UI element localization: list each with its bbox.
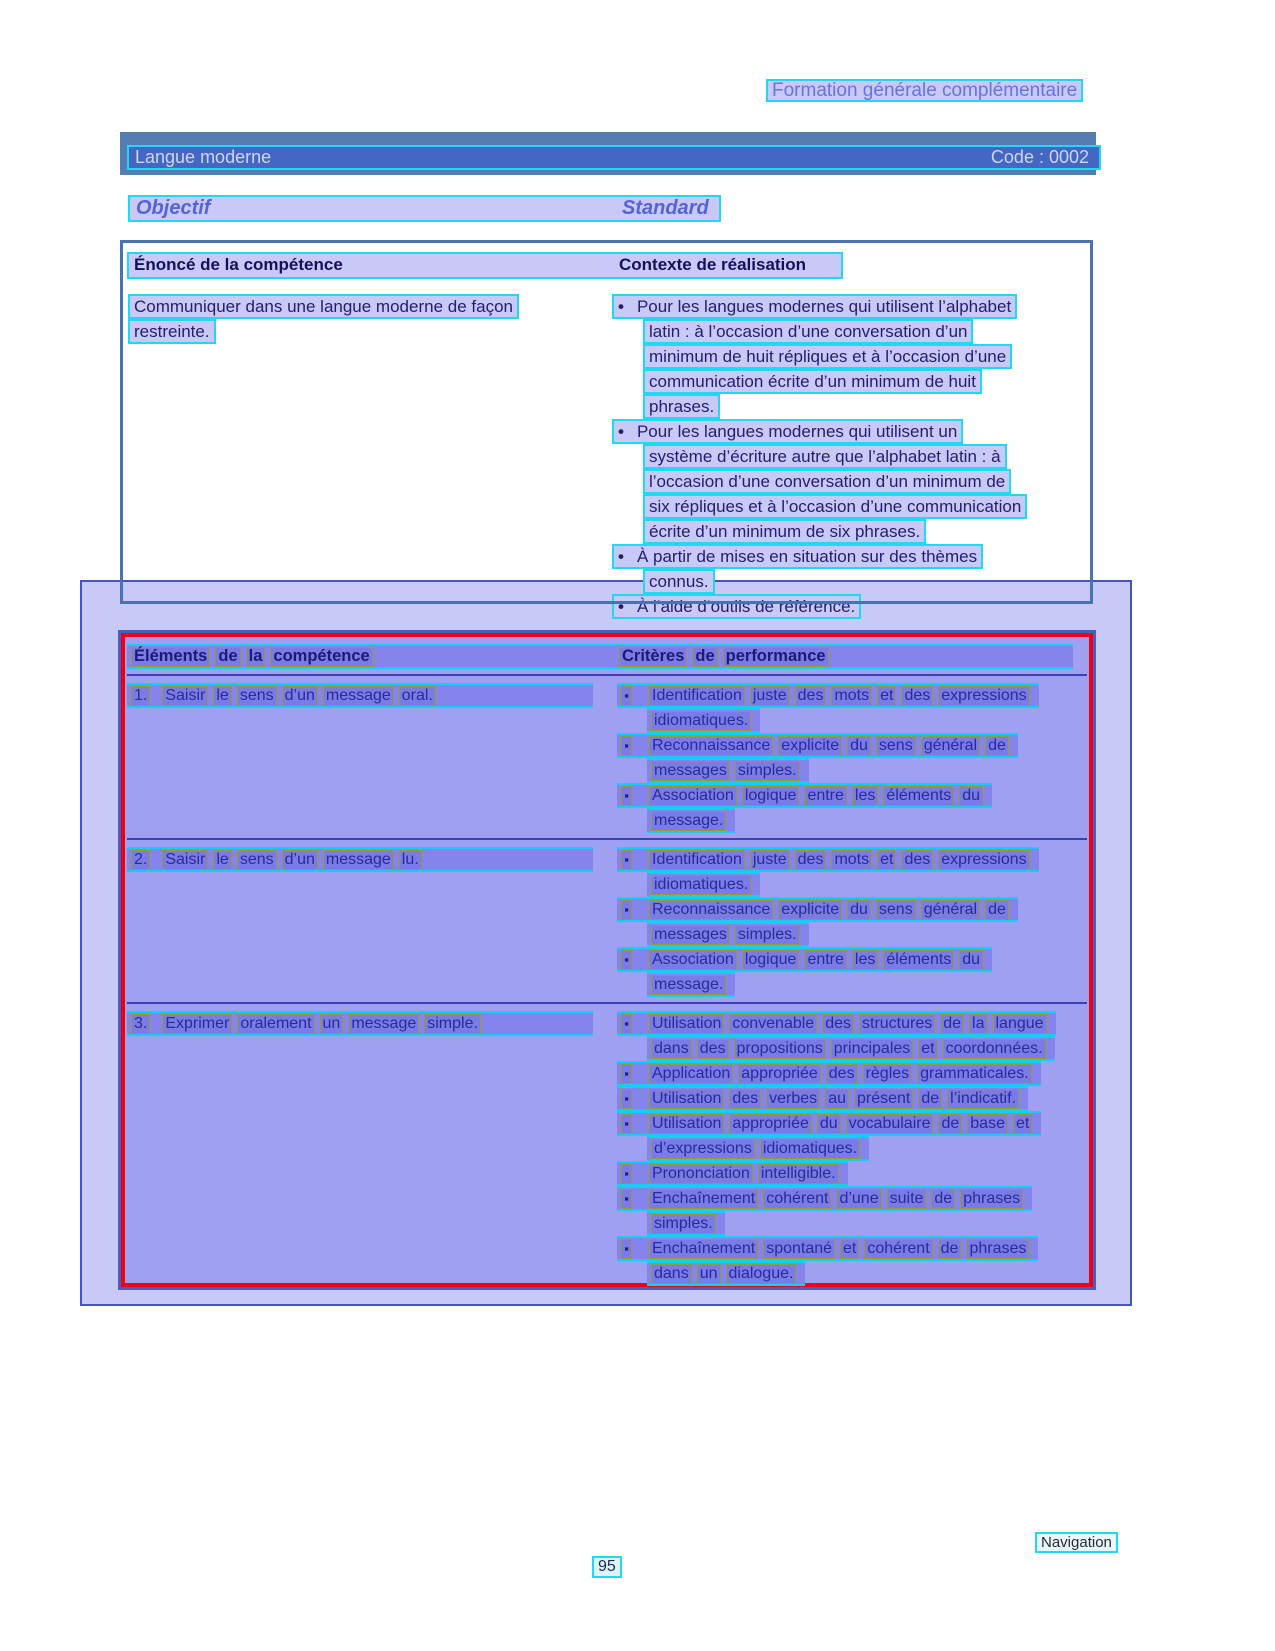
- context-line: [612, 419, 1090, 444]
- word-chip: cohérent: [864, 1239, 932, 1259]
- word-chip: mots: [831, 686, 872, 706]
- statement-line-highlight: restreinte.: [128, 319, 216, 344]
- word-chip: entre: [804, 786, 846, 806]
- word-chip: simple.: [424, 1014, 481, 1034]
- word-chip: explicite: [778, 900, 842, 920]
- element-highlight-band: [127, 1011, 593, 1036]
- word-chip: des: [729, 1089, 761, 1109]
- criteria-highlight-band: [647, 1036, 1055, 1061]
- word-chip: de: [918, 1089, 942, 1109]
- word-chip: éléments: [883, 786, 954, 806]
- word-chip: dans: [651, 1039, 692, 1059]
- context-line-highlight: phrases.: [643, 394, 720, 419]
- word-chip: oralement: [237, 1014, 314, 1034]
- word-chip: simples.: [735, 761, 800, 781]
- criteria-highlight-band: [617, 897, 1018, 922]
- section-heading-objectif: Objectif: [136, 197, 211, 219]
- bullet-icon: •: [618, 422, 624, 441]
- table-row: [127, 683, 1087, 833]
- word-chip: d’un: [282, 686, 318, 706]
- criteria-line: [617, 947, 1087, 972]
- bullet-icon: •: [618, 547, 624, 566]
- word-chip: appropriée: [729, 1114, 812, 1134]
- word-chip: spontané: [763, 1239, 835, 1259]
- word-chip: Enchaînement: [649, 1239, 758, 1259]
- word-chip: d’expressions: [651, 1139, 755, 1159]
- bullet-icon: ▪: [621, 736, 632, 756]
- word-chip: sens: [876, 900, 916, 920]
- word-chip: Reconnaissance: [649, 736, 773, 756]
- word-chip: Prononciation: [649, 1164, 753, 1184]
- word-chip: verbes: [766, 1089, 820, 1109]
- criteria-line: [617, 1061, 1087, 1086]
- context-line: [612, 319, 1090, 344]
- context-line: [612, 369, 1090, 394]
- criteria-highlight-band: [617, 1236, 1038, 1261]
- word-chip: Enchaînement: [649, 1189, 758, 1209]
- word-chip: règles: [863, 1064, 913, 1084]
- bullet-icon: ▪: [621, 1064, 632, 1084]
- course-code: Code : 0002: [990, 147, 1089, 167]
- word-chip: sens: [237, 850, 277, 870]
- word-chip: idiomatiques.: [760, 1139, 860, 1159]
- competence-statement: [128, 294, 608, 344]
- criteria-cell: [617, 683, 1087, 833]
- word-chip: Éléments: [131, 647, 210, 667]
- criteria-line: [617, 972, 1087, 997]
- context-line-highlight: communication écrite d’un minimum de huit: [643, 369, 982, 394]
- word-chip: général: [921, 900, 980, 920]
- word-chip: Identification: [649, 686, 745, 706]
- criteria-highlight-band: [617, 847, 1039, 872]
- section-heading-standard: Standard: [622, 197, 709, 219]
- word-chip: et: [840, 1239, 859, 1259]
- word-chip: sens: [237, 686, 277, 706]
- criteria-line: [617, 758, 1087, 783]
- word-chip: Exprimer: [162, 1014, 232, 1034]
- criteria-line: [617, 783, 1087, 808]
- context-line-highlight: • À partir de mises en situation sur des thèmes: [612, 544, 983, 569]
- word-chip: de: [938, 1114, 962, 1134]
- word-chip: du: [817, 1114, 841, 1134]
- criteria-line: [617, 1186, 1087, 1211]
- criteria-highlight-band: [617, 1111, 1041, 1136]
- criteria-highlight-band: [617, 1186, 1032, 1211]
- criteria-highlight-band: [647, 1261, 805, 1286]
- word-chip: les: [852, 786, 878, 806]
- word-chip: lu.: [399, 850, 422, 870]
- word-chip: au: [825, 1089, 849, 1109]
- header-enonce: Énoncé de la compétence: [134, 255, 343, 274]
- word-chip: Identification: [649, 850, 745, 870]
- word-chip: intelligible.: [758, 1164, 839, 1184]
- word-chip: de: [931, 1189, 955, 1209]
- competence-table-header: [127, 252, 843, 279]
- word-chip: messages: [651, 925, 730, 945]
- word-chip: du: [847, 736, 871, 756]
- word-chip: Association: [649, 950, 737, 970]
- word-chip: principales: [831, 1039, 913, 1059]
- word-chip: explicite: [778, 736, 842, 756]
- word-chip: dans: [651, 1264, 692, 1284]
- word-chip: juste: [750, 850, 790, 870]
- word-chip: éléments: [883, 950, 954, 970]
- criteria-highlight-band: [617, 683, 1039, 708]
- word-chip: message.: [651, 975, 726, 995]
- word-chip: de: [215, 647, 240, 667]
- elements-table-content: [127, 644, 1087, 1290]
- bullet-icon: ▪: [621, 1164, 632, 1184]
- word-chip: un: [320, 1014, 344, 1034]
- word-chip: oral.: [399, 686, 436, 706]
- bullet-icon: ▪: [621, 1189, 632, 1209]
- criteria-highlight-band: [647, 708, 760, 733]
- context-line: [612, 594, 1090, 619]
- word-chip: le: [213, 686, 231, 706]
- navigation-label[interactable]: Navigation: [1035, 1532, 1118, 1553]
- element-highlight-band: [127, 847, 593, 872]
- word-chip: compétence: [270, 647, 372, 667]
- context-line: [612, 394, 1090, 419]
- word-chip: langue: [993, 1014, 1047, 1034]
- course-title: Langue moderne: [135, 147, 272, 167]
- bullet-icon: •: [618, 297, 624, 316]
- word-chip: et: [877, 850, 896, 870]
- word-chip: logique: [742, 950, 800, 970]
- word-chip: phrases: [960, 1189, 1023, 1209]
- criteria-line: [617, 847, 1087, 872]
- element-cell: [127, 683, 617, 708]
- programme-label: Formation générale complémentaire: [766, 79, 1083, 102]
- header-criteres: [619, 647, 834, 667]
- context-line-highlight: système d’écriture autre que l’alphabet latin : à: [643, 444, 1007, 469]
- criteria-highlight-band: [617, 733, 1018, 758]
- word-chip: général: [921, 736, 980, 756]
- word-chip: mots: [831, 850, 872, 870]
- word-chip: Reconnaissance: [649, 900, 773, 920]
- section-heading-band: [128, 195, 721, 222]
- word-chip: des: [795, 686, 827, 706]
- criteria-line: [617, 872, 1087, 897]
- word-chip: Application: [649, 1064, 733, 1084]
- word-chip: et: [877, 686, 896, 706]
- criteria-cell: [617, 1011, 1087, 1286]
- word-chip: entre: [804, 950, 846, 970]
- word-chip: du: [847, 900, 871, 920]
- word-chip: logique: [742, 786, 800, 806]
- context-line: [612, 444, 1090, 469]
- word-chip: la: [246, 647, 266, 667]
- context-bullets: [612, 294, 1090, 619]
- word-chip: convenable: [729, 1014, 817, 1034]
- criteria-highlight-band: [647, 922, 809, 947]
- word-chip: du: [959, 950, 983, 970]
- context-line: [612, 544, 1090, 569]
- header-elements: [131, 648, 378, 665]
- statement-line: [128, 294, 608, 319]
- header-bar-highlight: [127, 145, 1101, 170]
- criteria-line: [617, 733, 1087, 758]
- word-chip: idiomatiques.: [651, 875, 751, 895]
- bullet-icon: •: [618, 597, 624, 616]
- criteria-line: [617, 1111, 1087, 1136]
- word-chip: propositions: [734, 1039, 826, 1059]
- statement-line: [128, 319, 608, 344]
- bullet-icon: ▪: [621, 786, 632, 806]
- word-chip: cohérent: [763, 1189, 831, 1209]
- word-chip: et: [1013, 1114, 1032, 1134]
- word-chip: juste: [750, 686, 790, 706]
- context-line: [612, 344, 1090, 369]
- elements-table-header: [127, 644, 1073, 669]
- word-chip: de: [692, 647, 717, 667]
- criteria-line: [617, 1161, 1087, 1186]
- context-line-highlight: • Pour les langues modernes qui utilisent l’alphabet: [612, 294, 1017, 319]
- criteria-line: [617, 1211, 1087, 1236]
- word-chip: message: [348, 1014, 419, 1034]
- header-bar: [120, 132, 1096, 175]
- word-chip: un: [697, 1264, 721, 1284]
- word-chip: d’une: [836, 1189, 881, 1209]
- word-chip: grammaticales.: [917, 1064, 1031, 1084]
- word-chip: Utilisation: [649, 1114, 724, 1134]
- context-line-highlight: minimum de huit répliques et à l’occasion d’une: [643, 344, 1012, 369]
- criteria-highlight-band: [647, 1136, 869, 1161]
- context-line: [612, 519, 1090, 544]
- word-chip: idiomatiques.: [651, 711, 751, 731]
- word-chip: des: [697, 1039, 729, 1059]
- word-chip: Utilisation: [649, 1014, 724, 1034]
- criteria-line: [617, 1011, 1087, 1036]
- word-chip: le: [213, 850, 231, 870]
- table-row: [127, 1011, 1087, 1286]
- word-chip: des: [822, 1014, 854, 1034]
- word-chip: la: [969, 1014, 987, 1034]
- bullet-icon: ▪: [621, 850, 632, 870]
- bullet-icon: ▪: [621, 1239, 632, 1259]
- context-line-highlight: • Pour les langues modernes qui utilisent un: [612, 419, 963, 444]
- word-chip: des: [901, 850, 933, 870]
- criteria-highlight-band: [617, 1086, 1028, 1111]
- element-number: 1.: [131, 686, 150, 706]
- word-chip: Saisir: [162, 850, 208, 870]
- element-highlight-band: [127, 683, 593, 708]
- word-chip: expressions: [938, 850, 1029, 870]
- criteria-line: [617, 1086, 1087, 1111]
- statement-line-highlight: Communiquer dans une langue moderne de façon: [128, 294, 519, 319]
- bullet-icon: ▪: [621, 950, 632, 970]
- criteria-line: [617, 897, 1087, 922]
- element-number: 3.: [131, 1014, 150, 1034]
- word-chip: des: [795, 850, 827, 870]
- context-line: [612, 569, 1090, 594]
- word-chip: du: [959, 786, 983, 806]
- criteria-highlight-band: [647, 872, 760, 897]
- word-chip: message: [323, 850, 394, 870]
- word-chip: simples.: [651, 1214, 716, 1234]
- bullet-icon: ▪: [621, 686, 632, 706]
- word-chip: appropriée: [738, 1064, 821, 1084]
- word-chip: Critères: [619, 647, 687, 667]
- criteria-highlight-band: [647, 758, 809, 783]
- criteria-cell: [617, 847, 1087, 997]
- context-line: [612, 294, 1090, 319]
- context-line-highlight: six répliques et à l’occasion d’une communication: [643, 494, 1027, 519]
- word-chip: vocabulaire: [846, 1114, 934, 1134]
- word-chip: structures: [859, 1014, 935, 1034]
- word-chip: de: [985, 736, 1009, 756]
- criteria-line: [617, 922, 1087, 947]
- criteria-line: [617, 708, 1087, 733]
- criteria-line: [617, 1036, 1087, 1061]
- word-chip: les: [852, 950, 878, 970]
- word-chip: d’un: [282, 850, 318, 870]
- criteria-highlight-band: [617, 1161, 848, 1186]
- context-line-highlight: • À l’aide d’outils de référence.: [612, 594, 861, 619]
- context-line: [612, 494, 1090, 519]
- word-chip: des: [901, 686, 933, 706]
- word-chip: coordonnées.: [943, 1039, 1046, 1059]
- elements-table-rows: [127, 674, 1087, 1286]
- criteria-highlight-band: [617, 1061, 1041, 1086]
- context-line-highlight: connus.: [643, 569, 715, 594]
- word-chip: base: [967, 1114, 1008, 1134]
- word-chip: présent: [854, 1089, 913, 1109]
- criteria-highlight-band: [647, 1211, 725, 1236]
- word-chip: dialogue.: [726, 1264, 797, 1284]
- criteria-highlight-band: [647, 972, 735, 997]
- context-line: [612, 469, 1090, 494]
- criteria-highlight-band: [617, 783, 992, 808]
- bullet-icon: ▪: [621, 1114, 632, 1134]
- word-chip: des: [826, 1064, 858, 1084]
- context-line-highlight: latin : à l’occasion d’une conversation d’un: [643, 319, 973, 344]
- table-row: [127, 847, 1087, 997]
- criteria-line: [617, 1136, 1087, 1161]
- criteria-highlight-band: [617, 1011, 1056, 1036]
- page-number: 95: [592, 1556, 622, 1578]
- bullet-icon: ▪: [621, 1089, 632, 1109]
- criteria-line: [617, 1236, 1087, 1261]
- word-chip: l’indicatif.: [947, 1089, 1019, 1109]
- word-chip: Utilisation: [649, 1089, 724, 1109]
- word-chip: expressions: [938, 686, 1029, 706]
- word-chip: de: [938, 1239, 962, 1259]
- word-chip: suite: [887, 1189, 927, 1209]
- word-chip: de: [940, 1014, 964, 1034]
- criteria-highlight-band: [647, 808, 735, 833]
- word-chip: Saisir: [162, 686, 208, 706]
- header-contexte: Contexte de réalisation: [619, 255, 807, 274]
- element-cell: [127, 847, 617, 872]
- criteria-line: [617, 808, 1087, 833]
- criteria-line: [617, 683, 1087, 708]
- word-chip: sens: [876, 736, 916, 756]
- criteria-line: [617, 1261, 1087, 1286]
- row-divider: [127, 1002, 1087, 1004]
- word-chip: et: [918, 1039, 937, 1059]
- word-chip: simples.: [735, 925, 800, 945]
- element-number: 2.: [131, 850, 150, 870]
- criteria-highlight-band: [617, 947, 992, 972]
- word-chip: performance: [723, 647, 829, 667]
- context-line-highlight: l’occasion d’une conversation d’un minimum de: [643, 469, 1011, 494]
- word-chip: message: [323, 686, 394, 706]
- bullet-icon: ▪: [621, 1014, 632, 1034]
- word-chip: messages: [651, 761, 730, 781]
- context-line-highlight: écrite d’un minimum de six phrases.: [643, 519, 926, 544]
- word-chip: de: [985, 900, 1009, 920]
- element-cell: [127, 1011, 617, 1036]
- row-divider: [127, 838, 1087, 840]
- word-chip: Association: [649, 786, 737, 806]
- word-chip: phrases: [966, 1239, 1029, 1259]
- word-chip: message.: [651, 811, 726, 831]
- bullet-icon: ▪: [621, 900, 632, 920]
- row-divider: [127, 674, 1087, 676]
